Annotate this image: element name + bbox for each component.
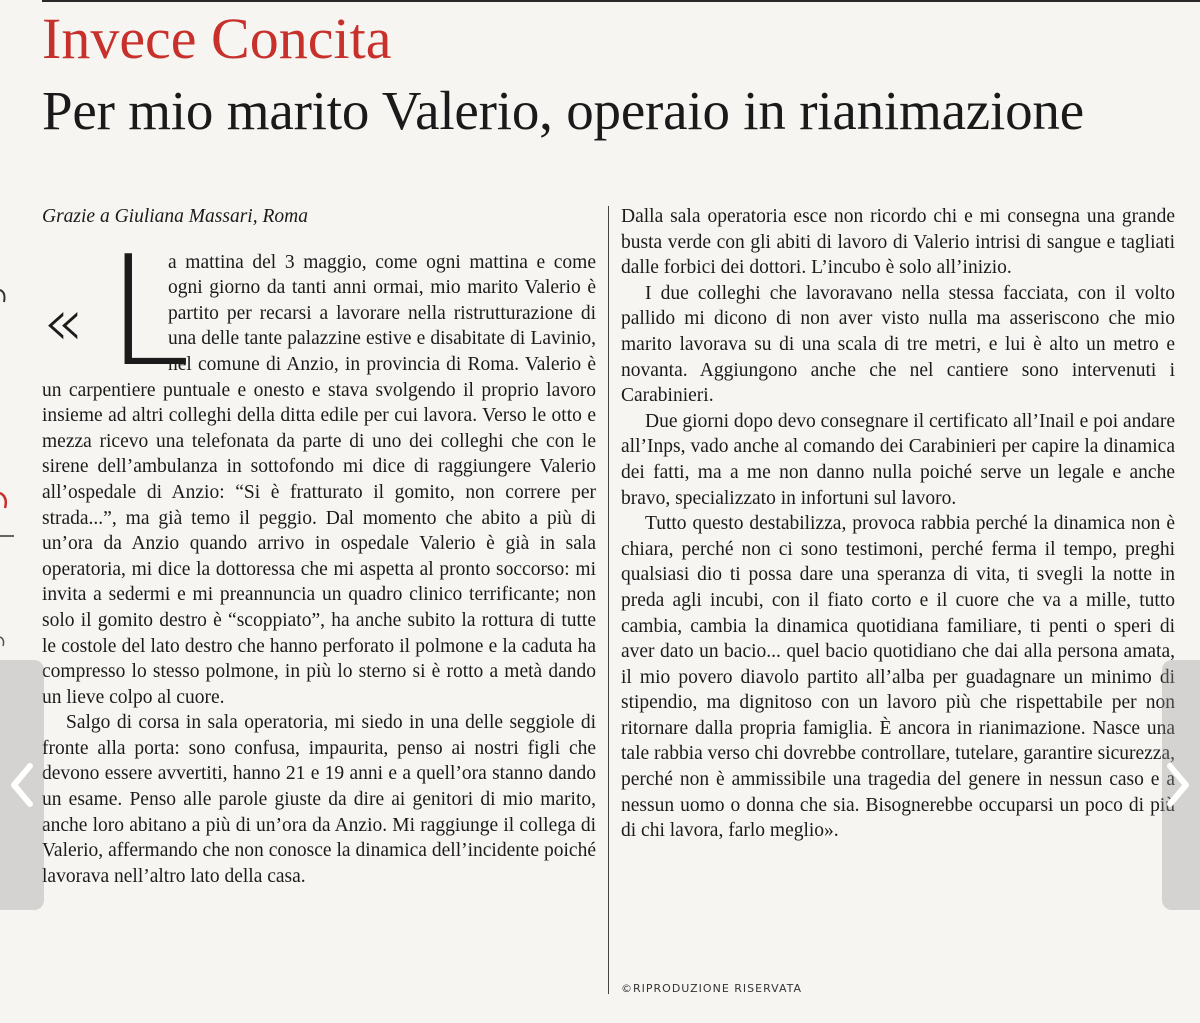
body-paragraph: I due colleghi che lavoravano nella stessa facciata, con il volto pallido mi dicono di non aver visto nulla ma asseriscono che mio marito lavorava su di una scala di tre metri, e lui è alto un metro e novanta. Aggiungono anche che nel cantiere sono intervenuti i Carabinieri. — [621, 282, 1175, 407]
headline: Per mio marito Valerio, operaio in rianimazione — [42, 80, 1084, 141]
chevron-right-icon[interactable] — [1164, 760, 1194, 810]
body-paragraph: Tutto questo destabilizza, provoca rabbia perché la dinamica non è chiara, perché non ci sono testimoni, perché ferma il tempo, preghi qualsiasi dio ti possa dare una speranza di vita, ti svegli la notte in preda agli incubi, con il fiato corto e il cuore che va a mille, tutto cambia, cambia la dinamica quotidiana familiare, ti penti o speri di aver dato un bacio... quel bacio quotidiano che dai alla persona amata, il mio povero diavolo partito all’alba per guadagnare un minimo di stipendio, ma dignitoso con un lavoro più che rispettabile per non ritornare dalla propria famiglia. È ancora in rianimazione. Nasce una tale rabbia verso chi dovrebbe controllare, tutelare, garantire sicurezza, perché non è ammissibile una tragedia del genere in nessun caso e a nessun uomo o donna che sia. Bisognerebbe occuparsi un poco di più di chi lavora, farlo meglio». — [621, 513, 1175, 842]
letter-credit: Grazie a Giuliana Massari, Roma — [42, 206, 308, 227]
body-paragraph: Dalla sala operatoria esce non ricordo chi e mi consegna una grande busta verde con gli abiti di lavoro di Valerio intrisi di sangue e tagliati dalle forbici dei dottori. L’incubo è solo all’inizio. — [621, 206, 1175, 279]
top-rule — [42, 0, 1200, 2]
copyright-notice: ©RIPRODUZIONE RISERVATA — [621, 982, 803, 995]
article-column-left — [42, 204, 596, 889]
column-divider — [608, 206, 609, 994]
section-kicker: Invece Concita — [42, 6, 392, 71]
chevron-left-icon[interactable] — [6, 760, 36, 810]
drop-cap: L — [106, 222, 191, 400]
body-paragraph: Due giorni dopo devo consegnare il certificato all’Inail e poi andare all’Inps, vado anche al comando dei Carabinieri per capire la dinamica dei fatti, ma a me non danno nulla poiché serve un legale e anche bravo, specializzato in infortuni sul lavoro. — [621, 410, 1175, 509]
article-column-right — [621, 204, 1175, 844]
body-paragraph: Salgo di corsa in sala operatoria, mi siedo in una delle seggiole di fronte alla porta: sono confusa, impaurita, penso ai nostri figli che devono essere avvertiti, hanno 21 e 19 anni e a quell’ora stanno dando un esame. Penso alle parole giuste da dire ai genitori di mio marito, anche loro abitano a più di un’ora da Anzio. Mi raggiunge il collega di Valerio, affermando che non conosce la dinamica dell’incidente poiché lavorava nell’altro lato della casa. — [42, 712, 596, 887]
drop-cap-block — [42, 222, 191, 400]
body-paragraph: a mattina del 3 maggio, come ogni mattina e come ogni giorno da tanti anni ormai, mio marito Valerio è partito per recarsi a lavorare nella ristrutturazione di una delle tante palazzine estive e disabitate di Lavinio, nel comune di Anzio, in provincia di Roma. Valerio è un carpentiere puntuale e onesto e stava svolgendo il proprio lavoro insieme ad altri colleghi della ditta edile per cui lavora. Verso le otto e mezza ricevo una telefonata da parte di uno dei colleghi che con le sirene dell’ambulanza in sottofondo mi dice di raggiungere Valerio all’ospedale di Anzio: “Si è fratturato il gomito, non correre per strada...”, ma già temo il peggio. Dal momento che abito a più di un’ora da Anzio quando arrivo in ospedale Valerio è già in sala operatoria, mi dice la dottoressa che mi aspetta al pronto soccorso: mi invita a sedermi e mi preannuncia un quadro clinico terrificante; non solo il gomito destro è “scoppiato”, ha anche subito la rottura di tutte le costole del lato destro che hanno perforato il polmone e la caduta ha compresso lo stesso polmone, in più lo sterno si è rotto a metà dando un lieve colpo al cuore. — [42, 251, 596, 708]
opening-quote-mark: « — [42, 283, 83, 361]
